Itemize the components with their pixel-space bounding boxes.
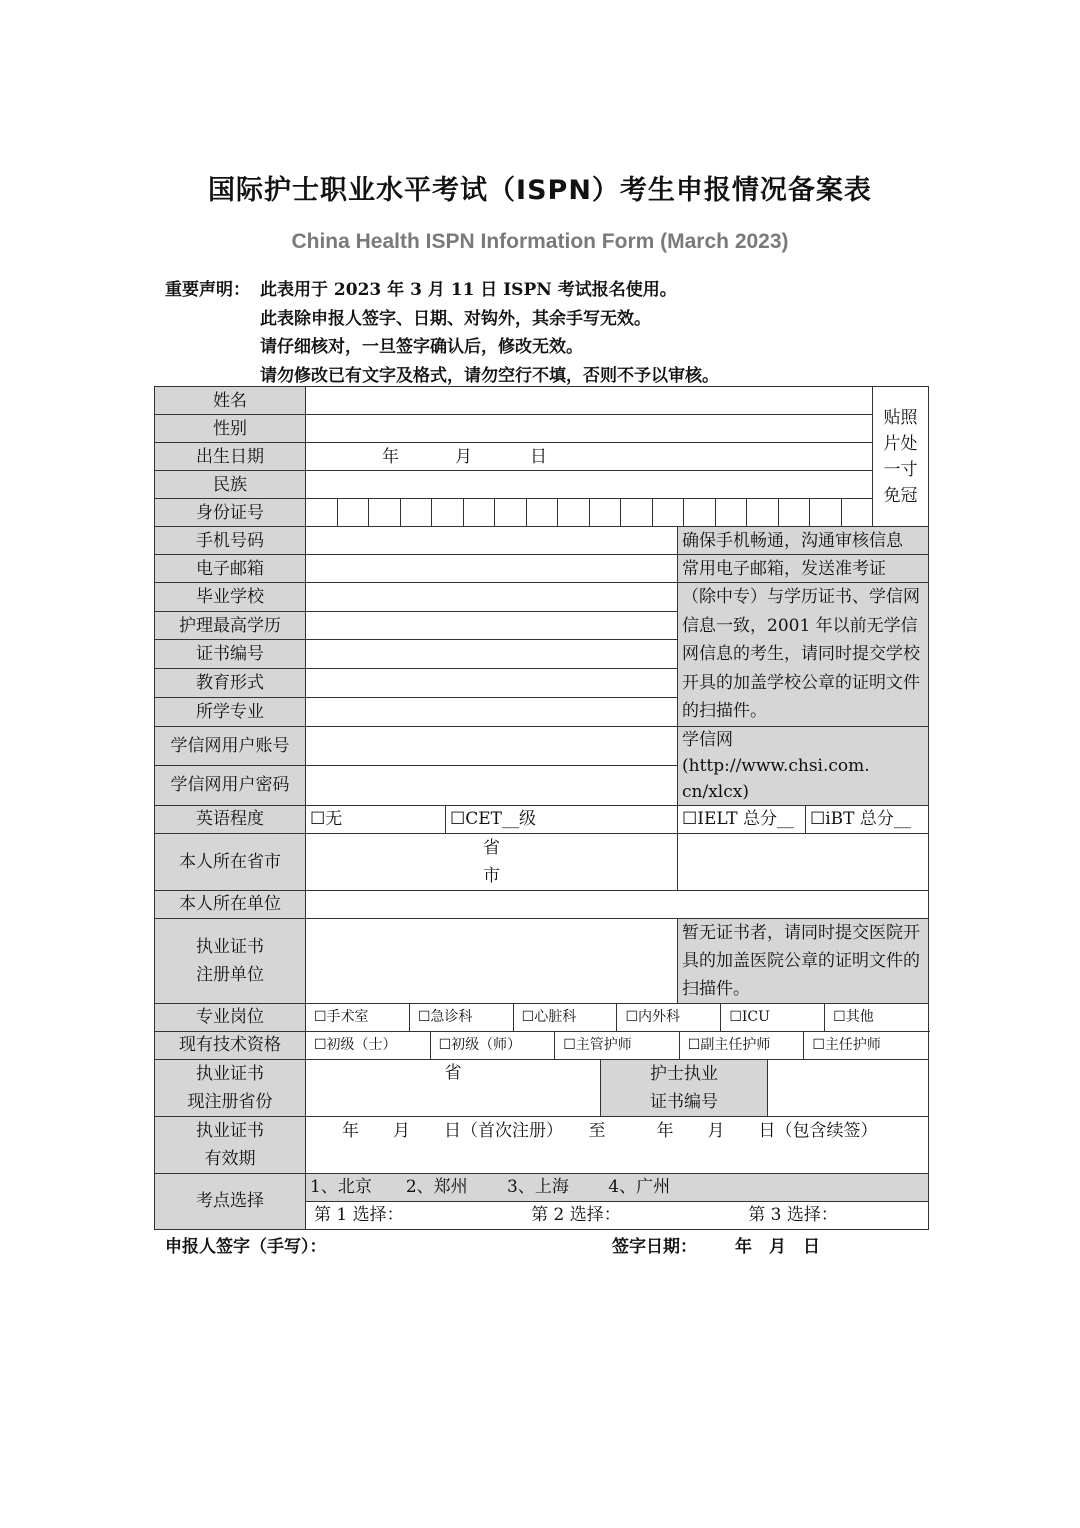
- tech-qualification-label: 现有技术资格: [155, 1031, 306, 1059]
- tech-option-associate-chief[interactable]: ☐副主任护师: [680, 1032, 805, 1059]
- post-option-internal[interactable]: ☐内外科: [617, 1004, 721, 1031]
- exam-site-label: 考点选择: [155, 1173, 306, 1229]
- page-title: 国际护士职业水平考试（ISPN）考生申报情况备案表: [208, 175, 872, 206]
- cert-number-field[interactable]: [306, 640, 678, 669]
- english-option-ielts[interactable]: ☐IELT 总分__: [678, 805, 806, 833]
- license-province-label: [155, 1059, 306, 1116]
- id-digit-box[interactable]: [590, 499, 622, 526]
- phone-field[interactable]: [306, 527, 678, 555]
- degree-field[interactable]: [306, 611, 678, 640]
- post-option-icu[interactable]: ☐ICU: [721, 1004, 825, 1031]
- id-digit-box[interactable]: [621, 499, 653, 526]
- english-level-label: 英语程度: [155, 805, 306, 833]
- id-digit-box[interactable]: [464, 499, 496, 526]
- id-digit-box[interactable]: [369, 499, 401, 526]
- chsi-password-label: 学信网用户密码: [155, 766, 306, 806]
- id-digit-box[interactable]: [306, 499, 338, 526]
- id-digit-box[interactable]: [432, 499, 464, 526]
- major-field[interactable]: [306, 697, 678, 726]
- post-option-cardiac[interactable]: ☐心脏科: [514, 1004, 618, 1031]
- validity-field[interactable]: 年 月 日（首次注册） 至 年 月 日（包含续签）: [306, 1116, 929, 1173]
- english-option-cet[interactable]: ☐CET__级: [446, 805, 678, 833]
- id-digit-box[interactable]: [779, 499, 811, 526]
- validity-label-2: 有效期: [204, 1148, 256, 1169]
- location-extra-field[interactable]: [678, 833, 929, 890]
- phone-note: 确保手机畅通，沟通审核信息: [678, 527, 929, 555]
- photo-text-2: 一寸免冠: [883, 459, 918, 506]
- email-label: 电子邮箱: [155, 555, 306, 583]
- notice-line: 此表除申报人签字、日期、对钩外，其余手写无效。: [260, 308, 651, 329]
- nurse-cert-label-2: 证书编号: [650, 1091, 718, 1112]
- id-digit-box[interactable]: [495, 499, 527, 526]
- ethnic-label: 民族: [155, 471, 306, 499]
- location-label: 本人所在省市: [155, 833, 306, 890]
- employer-field[interactable]: [306, 890, 929, 918]
- english-option-ibt[interactable]: ☐iBT 总分__: [806, 805, 929, 833]
- id-digit-box[interactable]: [810, 499, 842, 526]
- location-field[interactable]: [306, 833, 678, 890]
- photo-text-1: 贴照片处: [883, 407, 918, 454]
- nurse-cert-label: [601, 1059, 768, 1116]
- id-digit-box[interactable]: [653, 499, 685, 526]
- cert-number-label: 证书编号: [155, 640, 306, 669]
- id-digit-box[interactable]: [747, 499, 779, 526]
- name-field[interactable]: [306, 387, 873, 415]
- validity-label-1: 执业证书: [196, 1120, 264, 1141]
- photo-area: [873, 387, 929, 527]
- chsi-account-field[interactable]: [306, 726, 678, 766]
- id-digit-box[interactable]: [338, 499, 370, 526]
- license-province-label-2: 现注册省份: [187, 1091, 273, 1112]
- exam-site-choices[interactable]: 第 1 选择： 第 2 选择： 第 3 选择：: [306, 1201, 929, 1229]
- chsi-account-label: 学信网用户账号: [155, 726, 306, 766]
- education-note: （除中专）与学历证书、学信网信息一致，2001 年以前无学信网信息的考生，请同时提交学校开具的加盖学校公章的证明文件的扫描件。: [678, 583, 929, 727]
- gender-field[interactable]: [306, 415, 873, 443]
- chsi-password-field[interactable]: [306, 766, 678, 806]
- tech-options-row: [306, 1031, 929, 1059]
- id-digit-box[interactable]: [527, 499, 559, 526]
- birth-date-label: 出生日期: [155, 443, 306, 471]
- chsi-note: 学信网 (http://www.chsi.com. cn/xlcx): [678, 726, 929, 805]
- license-unit-label: [155, 918, 306, 1003]
- id-digit-box[interactable]: [842, 499, 873, 526]
- license-unit-note: 暂无证书者，请同时提交医院开具的加盖医院公章的证明文件的扫描件。: [678, 918, 929, 1003]
- page-subtitle: China Health ISPN Information Form (March 2023): [291, 230, 789, 253]
- license-unit-label-1: 执业证书: [196, 936, 264, 957]
- id-digit-boxes: [306, 499, 872, 526]
- notice-line: 请仔细核对，一旦签字确认后，修改无效。: [260, 337, 583, 357]
- birth-year-unit: 年: [382, 446, 399, 467]
- tech-option-junior-shi[interactable]: ☐初级（士）: [306, 1032, 431, 1059]
- id-digit-box[interactable]: [684, 499, 716, 526]
- education-form-label: 教育形式: [155, 669, 306, 698]
- notice-line: 此表用于 2023 年 3 月 11 日 ISPN 考试报名使用。: [260, 280, 677, 300]
- ethnic-field[interactable]: [306, 471, 873, 499]
- degree-label: 护理最高学历: [155, 611, 306, 640]
- city-unit: 市: [483, 865, 500, 886]
- education-form-field[interactable]: [306, 669, 678, 698]
- exam-site-options: 1、北京 2、郑州 3、上海 4、广州: [306, 1173, 929, 1201]
- notice-label: 重要声明：: [165, 280, 250, 300]
- validity-label: [155, 1116, 306, 1173]
- major-label: 所学专业: [155, 697, 306, 726]
- post-options-row: [306, 1003, 929, 1031]
- school-field[interactable]: [306, 583, 678, 612]
- employer-label: 本人所在单位: [155, 890, 306, 918]
- license-unit-label-2: 注册单位: [196, 964, 264, 985]
- signature-date-label: 签字日期：: [612, 1237, 697, 1257]
- name-label: 姓名: [155, 387, 306, 415]
- gender-label: 性别: [155, 415, 306, 443]
- notice-line: 请勿修改已有文字及格式，请勿空行不填，否则不予以审核。: [260, 365, 719, 386]
- post-option-other[interactable]: ☐其他: [833, 1008, 874, 1025]
- email-note: 常用电子邮箱，发送准考证: [678, 555, 929, 583]
- phone-label: 手机号码: [155, 527, 306, 555]
- license-province-field[interactable]: [306, 1059, 601, 1116]
- nurse-cert-field[interactable]: [768, 1059, 929, 1116]
- school-label: 毕业学校: [155, 583, 306, 612]
- tech-option-junior-nurse[interactable]: ☐初级（师）: [431, 1032, 556, 1059]
- tech-option-chief[interactable]: ☐主任护师: [812, 1036, 881, 1053]
- signature-date-value[interactable]: 年 月 日: [735, 1237, 820, 1257]
- nurse-cert-label-1: 护士执业: [650, 1063, 718, 1084]
- license-province-label-1: 执业证书: [196, 1063, 264, 1084]
- id-number-label: 身份证号: [155, 499, 306, 527]
- email-field[interactable]: [306, 555, 678, 583]
- id-digit-box[interactable]: [716, 499, 748, 526]
- id-digit-box[interactable]: [558, 499, 590, 526]
- province-unit: 省: [483, 837, 500, 858]
- post-label: 专业岗位: [155, 1003, 306, 1031]
- birth-date-field[interactable]: [306, 443, 873, 471]
- registration-form-table: [154, 386, 929, 1230]
- birth-month-unit: 月: [455, 446, 472, 467]
- id-digit-box[interactable]: [401, 499, 433, 526]
- tech-option-supervisor[interactable]: ☐主管护师: [555, 1032, 680, 1059]
- english-option-none[interactable]: ☐无: [306, 805, 446, 833]
- birth-day-unit: 日: [530, 446, 547, 467]
- signature-label: 申报人签字（手写）：: [165, 1237, 327, 1257]
- post-option-or[interactable]: ☐手术室: [306, 1004, 410, 1031]
- id-number-field[interactable]: [306, 499, 873, 527]
- post-option-emergency[interactable]: ☐急诊科: [410, 1004, 514, 1031]
- license-unit-field[interactable]: [306, 918, 678, 1003]
- license-province-unit: 省: [444, 1062, 462, 1083]
